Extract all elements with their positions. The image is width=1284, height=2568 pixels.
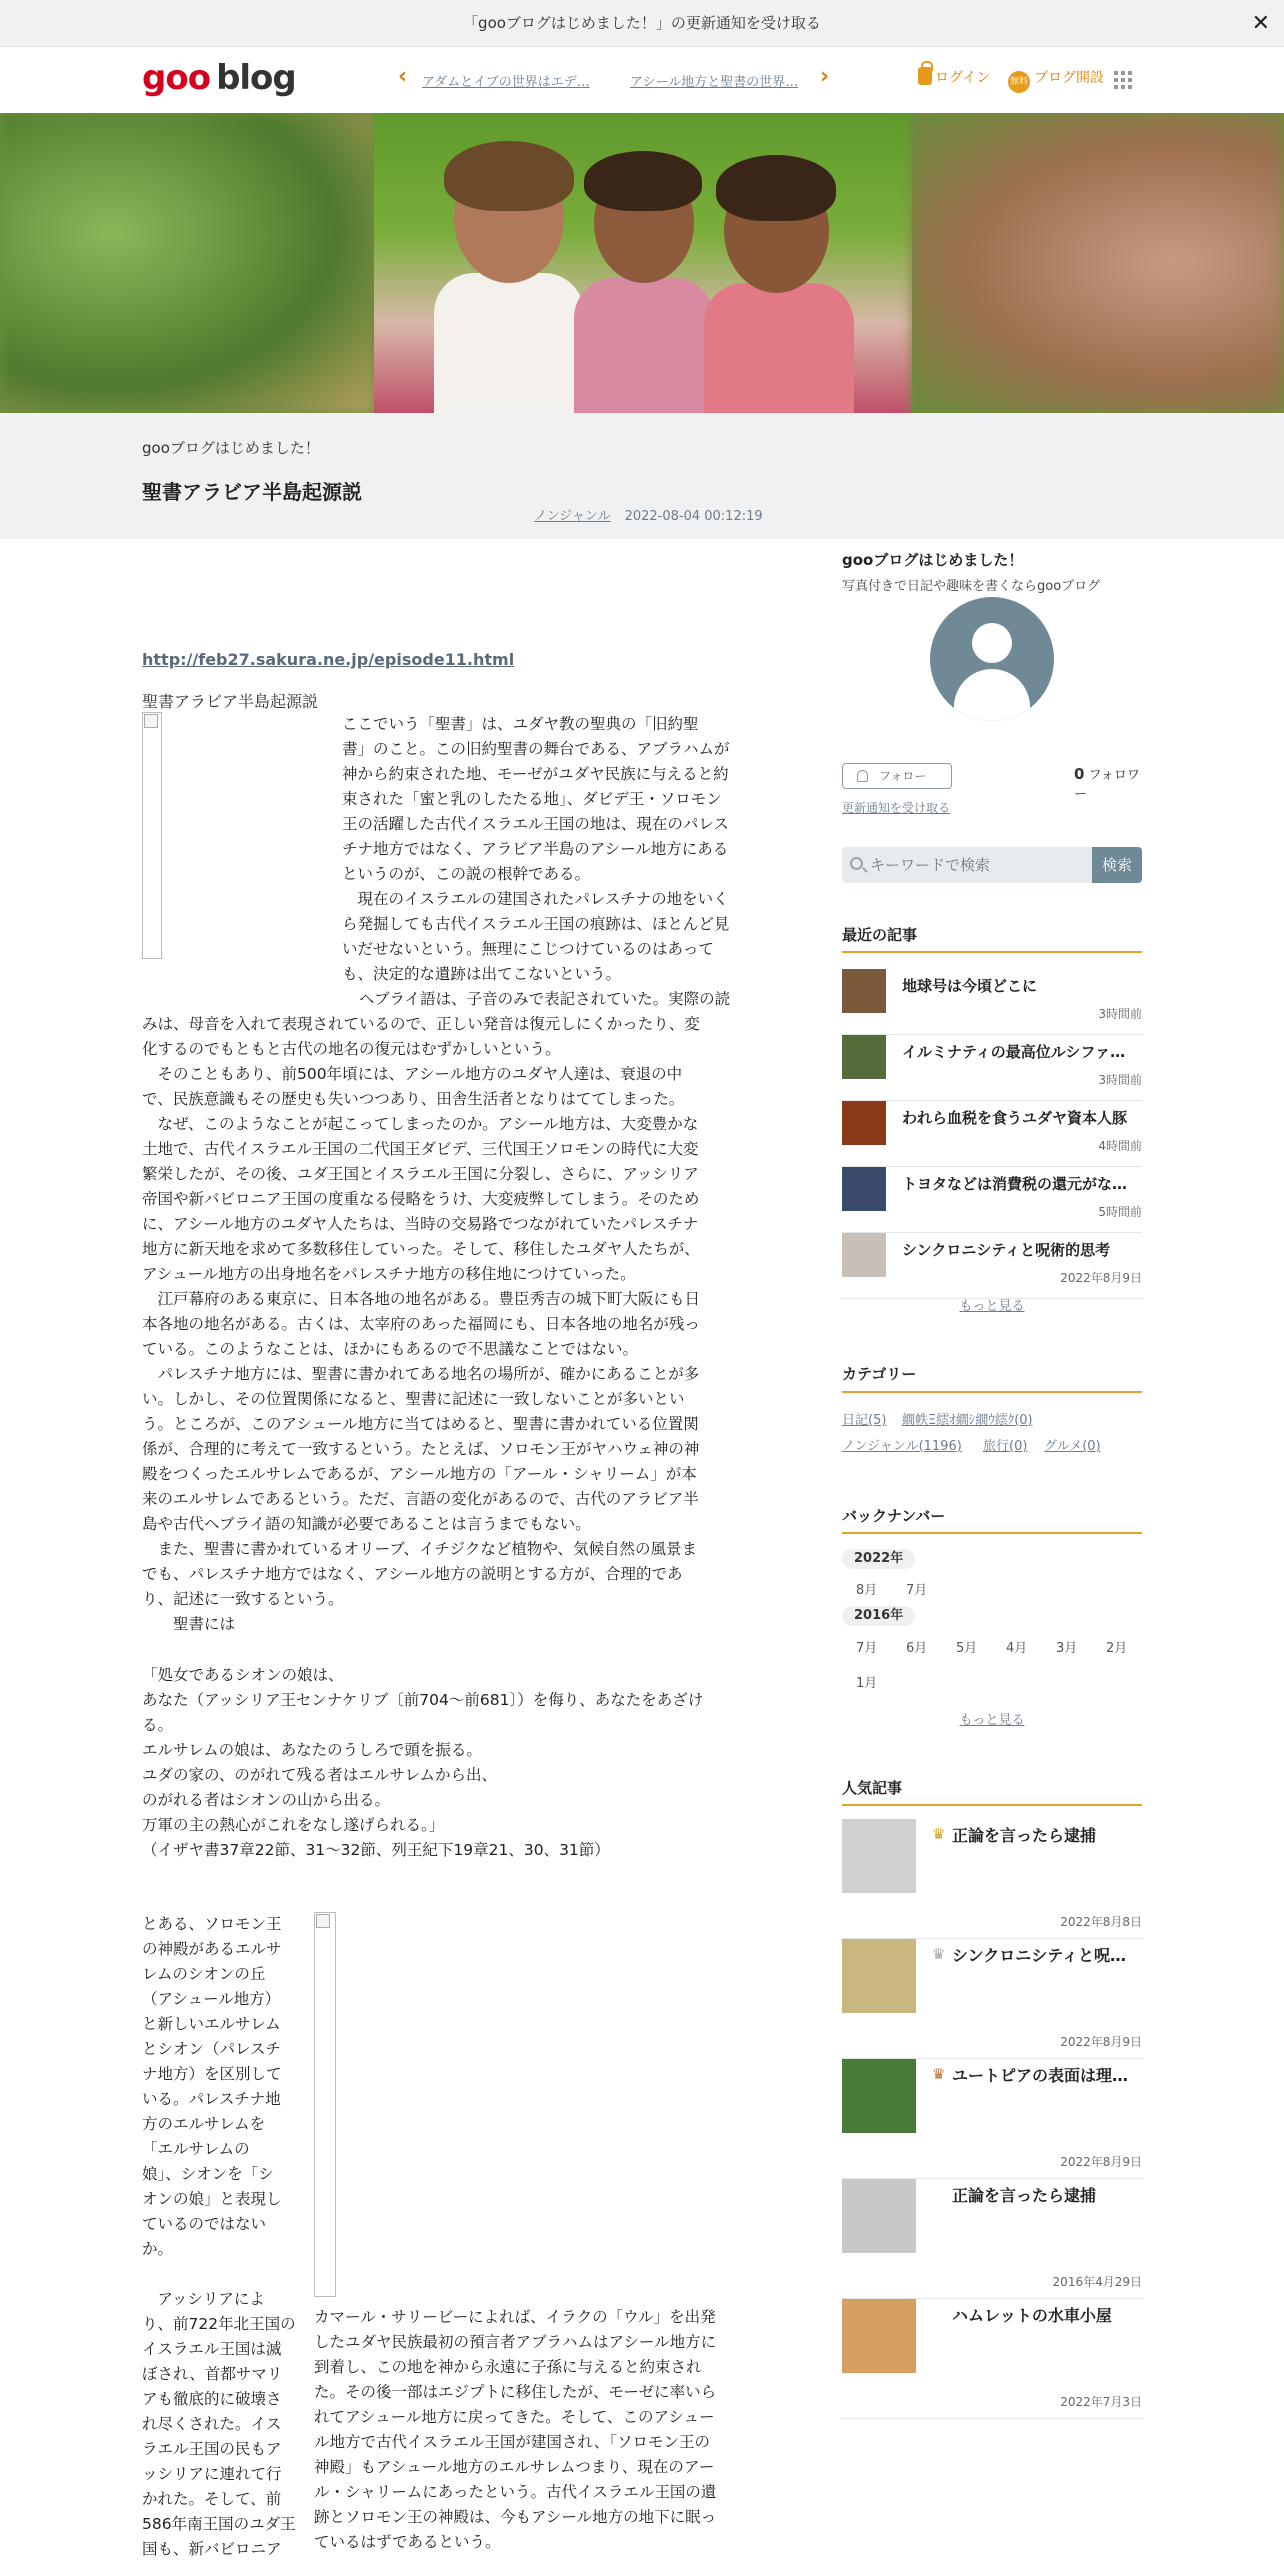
popular-article-title[interactable]: シンクロニシティと呪… — [952, 1946, 1127, 1965]
text-line: ヘブライ語は、子音のみで表記されていた。実際の読 — [142, 990, 731, 1008]
popular-article-item[interactable] — [842, 2059, 1142, 2179]
text-line: オンの娘」と表現し — [142, 2190, 282, 2208]
text-line: 地方に新天地を求めて多数移住していった。そして、移住したユダヤ人たちが、 — [142, 1240, 700, 1258]
article-meta — [534, 505, 763, 524]
popular-article-date: 2022年8月9日 — [1060, 2035, 1142, 2049]
month-link[interactable]: 6月 — [906, 1641, 928, 1656]
text-line: 束された「蜜と乳のしたたる地」、ダビデ王・ソロモン — [342, 790, 722, 808]
text-line: いだせないという。無理にこじつけているのはあって — [342, 940, 714, 958]
text-line: 島や古代ヘブライ語の知識が必要であることは言うまでもない。 — [142, 1515, 591, 1533]
text-line: （アシュール地方） — [142, 1990, 281, 2008]
text-line: 586年南王国のユダ王 — [142, 2515, 296, 2533]
section-rule — [842, 951, 1142, 953]
month-link[interactable]: 4月 — [1006, 1641, 1028, 1656]
text-line: 「処女であるシオンの娘は、 — [142, 1666, 344, 1684]
article-category-link[interactable]: ノンジャンル — [534, 509, 611, 524]
follower-count — [1074, 764, 1142, 802]
header-image — [0, 113, 1284, 413]
text-line: アも徹底的に破壊さ — [142, 2390, 282, 2408]
text-line: 殿をつくったエルサレムであるが、アシール地方の「アール・シャリーム」が本 — [142, 1465, 697, 1483]
profile-name[interactable]: gooブログはじめました！ — [842, 551, 1024, 569]
search-input[interactable] — [842, 847, 1092, 883]
text-line: 王の活躍した古代イスラエル王国の地は、現在のパレス — [342, 815, 729, 833]
month-link[interactable]: 8月 — [856, 1583, 878, 1598]
lock-icon — [918, 67, 932, 85]
popular-article-item[interactable] — [842, 1939, 1142, 2059]
source-url-link[interactable]: http://feb27.sakura.ne.jp/episode11.html — [142, 650, 515, 669]
text-line: 現在のイスラエルの建国されたパレスチナの地をいく — [342, 890, 729, 908]
crown-icon: ♛ — [932, 1825, 946, 1843]
text-line: れてアシュール地方に戻ってきた。そして、このアシュー — [314, 2408, 715, 2426]
text-line: 土地で、古代イスラエル王国の二代国王ダビデ、三代国王ソロモンの時代に大変 — [142, 1140, 699, 1158]
recent-articles-title: 最近の記事 — [842, 926, 918, 944]
text-line: 国も、新バビロニア — [142, 2540, 282, 2558]
text-line: とある、ソロモン王 — [142, 1915, 282, 1933]
text-line: ル・シャリームにあったという。古代イスラエル王国の遺 — [314, 2483, 717, 2501]
text-line: 帝国や新バビロニア王国の度重なる侵略をうけ、大変疲弊してしまう。そのため — [142, 1190, 700, 1208]
text-line: チナ地方ではなく、アラビア半島のアシール地方にある — [342, 840, 729, 858]
text-line: ている。このようなことは、ほかにもあるので不思議なことではない。 — [142, 1340, 639, 1358]
section-rule — [842, 1532, 1142, 1534]
text-line: ているのではない — [142, 2215, 267, 2233]
profile-description: 写真付きで日記や趣味を書くならgooブログ — [842, 579, 1101, 594]
text-line: 繁栄したが、その後、ユダ王国とイスラエル王国に分裂し、さらに、アッシリア — [142, 1165, 699, 1183]
backnumber-more-link[interactable]: もっと見る — [959, 1713, 1025, 1728]
text-line: 神から約束された地、モーゼがユダヤ民族に与えると約 — [342, 765, 729, 783]
text-line: みは、母音を入れて表現されているので、正しい発音は復元しにくかったり、変 — [142, 1015, 700, 1033]
month-link[interactable]: 7月 — [856, 1641, 878, 1656]
text-line: ぼされ、首都サマリ — [142, 2365, 283, 2383]
article-thumbnail[interactable] — [842, 1819, 916, 1893]
text-line: また、聖書に書かれているオリーブ、イチジクなど植物や、気候自然の風景ま — [142, 1540, 698, 1558]
text-line: でも、パレスチナ地方ではなく、アシール地方の説明とする方が、合理的であ — [142, 1565, 683, 1583]
month-link[interactable]: 1月 — [856, 1676, 878, 1691]
text-line: というのが、この説の根幹である。 — [342, 865, 591, 883]
apps-grid-icon[interactable] — [1114, 71, 1132, 89]
popular-article-title[interactable]: 正論を言ったら逮捕 — [952, 2186, 1097, 2205]
text-line: 跡とソロモン王の神殿は、今もアシール地方の地下に眠っ — [314, 2508, 717, 2526]
crown-icon: ♛ — [932, 2065, 946, 2083]
recent-article-date: 2022年8月9日 — [1060, 1271, 1142, 1285]
follower-count-label: フォロワー — [1074, 768, 1140, 802]
text-line: （イザヤ書37章22節、31～32節、列王紀下19章21、30、31節） — [142, 1841, 610, 1859]
text-line: とシオン（パレスチ — [142, 2040, 281, 2058]
recent-article-title[interactable]: イルミナティの最高位ルシファ… — [902, 1043, 1126, 1061]
text-line: ているはずであるという。 — [314, 2533, 501, 2551]
text-line: ら発掘しても古代イスラエル王国の痕跡は、ほとんど見 — [342, 915, 730, 933]
article-thumbnail[interactable] — [842, 969, 886, 1013]
text-line: る。 — [142, 1716, 174, 1734]
text-line: う。ところが、このアシュール地方に当てはめると、聖書に書かれている位置関 — [142, 1415, 699, 1433]
category-link[interactable]: 繝帙Ξ繧ｵ繝ｼ繝ｳ繧ｸ(0) — [902, 1413, 1033, 1428]
text-line: そのこともあり、前500年頃には、アシール地方のユダヤ人達は、衰退の中 — [142, 1065, 683, 1083]
free-badge: 無料 — [1008, 71, 1030, 93]
login-button[interactable] — [918, 67, 990, 87]
popular-article-date: 2016年4月29日 — [1052, 2275, 1142, 2289]
text-line: のがれる者はシオンの山から出る。 — [142, 1791, 391, 1809]
follow-button-label: フォロー — [879, 769, 927, 783]
text-line: イスラエル王国は滅 — [142, 2340, 282, 2358]
text-line: パレスチナ地方には、聖書に書かれてある地名の場所が、確かにあることが多 — [142, 1365, 700, 1383]
text-line: ユダの家の、のがれて残る者はエルサレムから出、 — [142, 1766, 497, 1784]
recent-article-title[interactable]: シンクロニシティと呪術的思考 — [902, 1241, 1111, 1259]
text-line: 聖書には — [142, 1615, 236, 1633]
text-line: かれた。そして、前 — [142, 2490, 282, 2508]
text-line: アシュール地方の出身地名をパレスチナ地方の移住地につけていった。 — [142, 1265, 636, 1283]
crown-icon: ♛ — [932, 1945, 946, 1963]
text-line: ここでいう「聖書」は、ユダヤ教の聖典の「旧約聖 — [342, 715, 699, 733]
text-line: 江戸幕府のある東京に、日本各地の地名がある。豊臣秀吉の城下町大阪にも日 — [142, 1290, 701, 1308]
text-line: 書」のこと。この旧約聖書の舞台である、アブラハムが — [342, 740, 730, 758]
text-line: に、アシール地方のユダヤ人たちは、当時の交易路でつながれていたパレスチナ — [142, 1215, 699, 1233]
text-line: 本各地の地名がある。古くは、太宰府のあった福岡にも、日本各地の地名が残っ — [142, 1315, 700, 1333]
article-thumbnail[interactable] — [842, 1939, 916, 2013]
popular-article-date: 2022年8月8日 — [1060, 1915, 1142, 1929]
avatar[interactable] — [930, 597, 1054, 721]
text-line: エルサレムの娘は、あなたのうしろで頭を振る。 — [142, 1741, 482, 1759]
popular-article-item[interactable] — [842, 1819, 1142, 1939]
text-line: い。しかし、その位置関係になると、聖書に記述に一致しないことが多いとい — [142, 1390, 685, 1408]
recent-article-date: 3時間前 — [1098, 1007, 1142, 1021]
user-icon — [857, 770, 868, 782]
popular-article-item[interactable] — [842, 2299, 1142, 2419]
recent-article-title[interactable]: トヨタなどは消費税の還元がな… — [902, 1175, 1128, 1193]
article-thumbnail[interactable] — [842, 1035, 886, 1079]
article-subtitle: 聖書アラビア半島起源説 — [142, 692, 319, 711]
year-2016[interactable]: 2016年 — [842, 1606, 915, 1626]
article-datetime: 2022-08-04 00:12:19 — [624, 509, 763, 524]
category-title: カテゴリー — [842, 1365, 917, 1383]
text-line: ナ地方）を区別して — [142, 2065, 282, 2083]
text-line: ラエル王国の民もア — [142, 2440, 282, 2458]
month-link[interactable]: 7月 — [906, 1583, 928, 1598]
hero-blur-right — [912, 113, 1284, 413]
month-link[interactable]: 2月 — [1106, 1641, 1128, 1656]
recent-article-item[interactable] — [842, 1233, 1142, 1299]
popular-article-title[interactable]: ハムレットの水車小屋 — [952, 2306, 1112, 2325]
text-line: の神殿があるエルサ — [142, 1940, 282, 1958]
open-blog-label: ブログ開設 — [1034, 70, 1104, 86]
broken-image-2 — [314, 1912, 336, 2297]
text-line: あなた（アッシリア王センナケリブ〔前704～前681〕）を侮り、あなたをあざけ — [142, 1691, 704, 1709]
text-line: 化するのでもともと古代の地名の復元はむずかしいという。 — [142, 1040, 561, 1058]
notify-link[interactable]: 更新通知を受け取る — [842, 801, 951, 815]
recent-article-date: 5時間前 — [1098, 1205, 1142, 1219]
popular-title: 人気記事 — [842, 1779, 903, 1797]
category-link[interactable]: グルメ(0) — [1044, 1439, 1101, 1454]
follower-count-value: 0 — [1074, 765, 1085, 783]
recent-article-item[interactable] — [842, 1035, 1142, 1101]
hero-blur-left — [0, 113, 374, 413]
text-line: と新しいエルサレム — [142, 2015, 281, 2033]
text-line: 係が、合理的に考えて一致するという。たとえば、ソロモン王がヤハウェ神の神 — [142, 1440, 700, 1458]
article-thumbnail[interactable] — [842, 2059, 916, 2133]
text-line: いる。パレスチナ地 — [142, 2090, 281, 2108]
month-link[interactable]: 5月 — [956, 1641, 978, 1656]
close-icon[interactable]: ✕ — [1251, 11, 1270, 36]
prev-article-link[interactable]: アダムとイブの世界はエデ… — [422, 75, 590, 90]
popular-article-title[interactable]: ユートピアの表面は理… — [952, 2066, 1129, 2085]
chevron-right-icon[interactable]: › — [820, 64, 830, 89]
text-line: 神殿」もアシュール地方のエルサレムつまり、現在のアー — [314, 2458, 715, 2476]
update-notice-text[interactable]: 「gooブログはじめました！」の更新通知を受け取る — [463, 14, 821, 32]
text-line: り、前722年北王国の — [142, 2315, 296, 2333]
text-line: り、記述に一致するという。 — [142, 1590, 344, 1608]
recent-more-link[interactable]: もっと見る — [959, 1299, 1025, 1314]
section-rule — [842, 1391, 1142, 1393]
login-label: ログイン — [935, 70, 991, 86]
text-line: 万軍の主の熱心がこれをなし遂げられる。」 — [142, 1816, 445, 1834]
next-article-link[interactable]: アシール地方と聖書の世界… — [630, 75, 799, 90]
text-line: カマール・サリービーによれば、イラクの「ウル」を出発 — [314, 2308, 716, 2326]
text-line: ル地方で古代イスラエル王国が建国され、「ソロモン王の — [314, 2433, 711, 2451]
article-thumbnail[interactable] — [842, 1101, 886, 1145]
chevron-left-icon[interactable]: ‹ — [398, 64, 408, 89]
recent-article-item[interactable] — [842, 969, 1142, 1035]
follow-button[interactable] — [842, 763, 952, 789]
article-thumbnail[interactable] — [842, 2179, 916, 2253]
blog-name[interactable]: gooブログはじめました！ — [142, 439, 320, 457]
text-line: レムのシオンの丘 — [142, 1965, 266, 1983]
recent-article-date: 4時間前 — [1098, 1139, 1142, 1153]
text-line: ッシリアに連れて行 — [142, 2465, 282, 2483]
month-link[interactable]: 3月 — [1056, 1641, 1078, 1656]
popular-article-date: 2022年7月3日 — [1060, 2395, 1142, 2409]
broken-image-1 — [142, 712, 162, 959]
text-line: れ尽くされた。イス — [142, 2415, 282, 2433]
hero-photo-children — [374, 113, 912, 413]
update-notice-bar[interactable] — [0, 0, 1284, 47]
article-thumbnail[interactable] — [842, 1167, 886, 1211]
recent-article-date: 3時間前 — [1098, 1073, 1142, 1087]
popular-article-title[interactable]: 正論を言ったら逮捕 — [952, 1826, 1097, 1845]
open-blog-button[interactable] — [1008, 67, 1104, 93]
text-line: 到着し、この地を神から永遠に子孫に与えると約束され — [314, 2358, 702, 2376]
popular-article-date: 2022年8月9日 — [1060, 2155, 1142, 2169]
popular-article-item[interactable] — [842, 2179, 1142, 2299]
recent-article-item[interactable] — [842, 1167, 1142, 1233]
logo-blog: blog — [216, 58, 296, 98]
backnumber-title: バックナンバー — [842, 1507, 946, 1525]
category-link[interactable]: ノンジャンル(1196) — [842, 1439, 962, 1454]
category-link[interactable]: 旅行(0) — [983, 1439, 1028, 1454]
text-line: か。 — [142, 2240, 174, 2258]
article-thumbnail[interactable] — [842, 2299, 916, 2373]
recent-article-title[interactable]: われら血税を食うユダヤ資本人豚 — [902, 1109, 1128, 1127]
section-rule — [842, 1804, 1142, 1806]
text-line: た。その後一部はエジプトに移住したが、モーゼに率いら — [314, 2383, 717, 2401]
search-button[interactable]: 検索 — [1092, 847, 1142, 883]
category-link[interactable]: 日記(5) — [842, 1413, 887, 1428]
text-line: アッシリアによ — [142, 2290, 265, 2308]
text-line: も、決定的な遺跡は出てこないという。 — [342, 965, 622, 983]
text-line: で、民族意識もその歴史も失いつつあり、田舎生活者となりはててしまった。 — [142, 1090, 685, 1108]
text-line: 来のエルサレムであるという。ただ、言語の変化があるので、古代のアラビア半 — [142, 1490, 699, 1508]
article-title: 聖書アラビア半島起源説 — [142, 480, 362, 504]
recent-article-title[interactable]: 地球号は今頃どこに — [902, 977, 1038, 995]
year-2022[interactable]: 2022年 — [842, 1549, 915, 1569]
article-header — [0, 413, 1284, 539]
article-thumbnail[interactable] — [842, 1233, 886, 1277]
text-line: 方のエルサレムを — [142, 2115, 266, 2133]
text-line: 「エルサレムの — [142, 2140, 250, 2158]
goo-blog-logo[interactable] — [142, 58, 296, 98]
text-line: なぜ、このようなことが起こってしまったのか。アシール地方は、大変豊かな — [142, 1115, 699, 1133]
text-line: 娘」、シオンを「シ — [142, 2165, 274, 2183]
search-icon — [850, 857, 863, 870]
text-line: したユダヤ民族最初の預言者アブラハムはアシール地方に — [314, 2333, 717, 2351]
site-header — [0, 47, 1284, 113]
recent-article-item[interactable] — [842, 1101, 1142, 1167]
logo-goo: goo — [142, 58, 211, 98]
